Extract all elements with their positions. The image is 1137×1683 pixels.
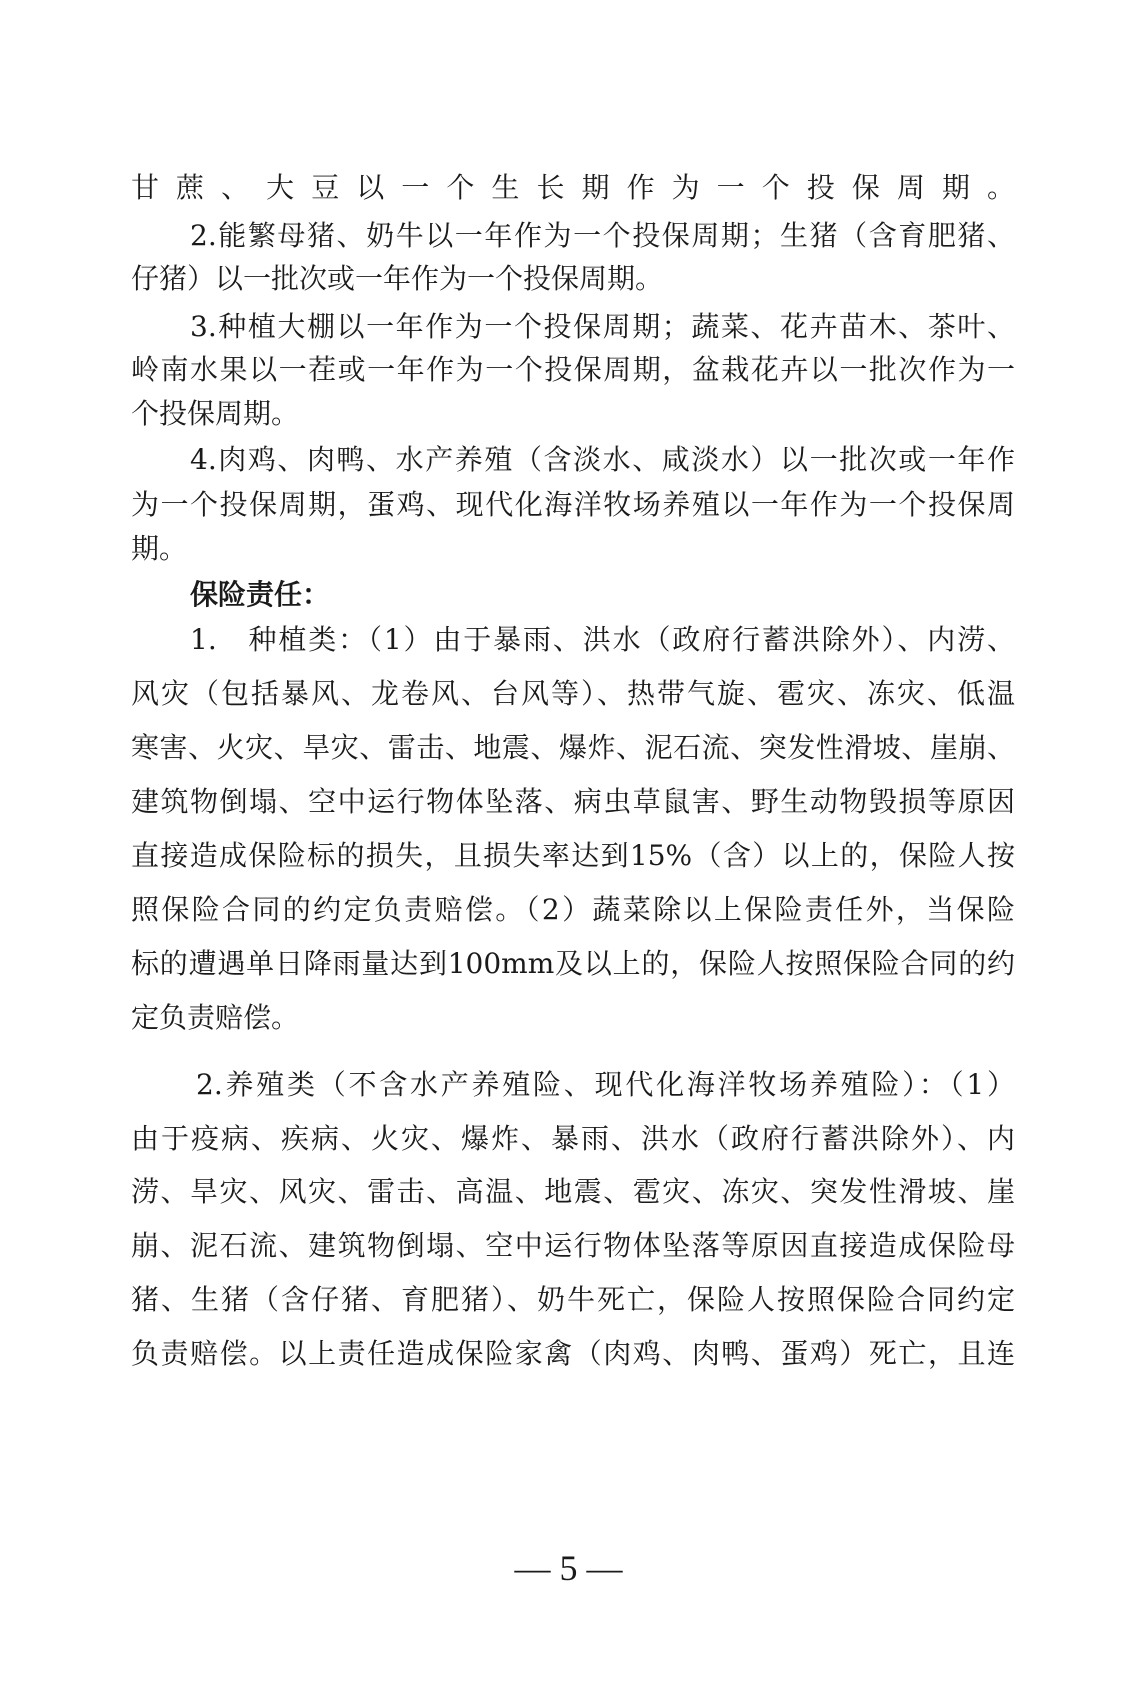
text-line: 个投保周期。 [131, 397, 300, 430]
text-line: 4.肉鸡、肉鸭、水产养殖（含淡水、咸淡水）以一批次或一年作 [190, 443, 1015, 476]
text-line: 猪、生猪（含仔猪、育肥猪）、奶牛死亡，保险人按照保险合同约定 [131, 1283, 1015, 1316]
text-line: 3.种植大棚以一年作为一个投保周期；蔬菜、花卉苗木、茶叶、 [190, 310, 1015, 343]
text-line: 2.能繁母猪、奶牛以一年作为一个投保周期；生猪（含育肥猪、 [190, 219, 1015, 252]
text-line: 寒害、火灾、旱灾、雷击、地震、爆炸、泥石流、突发性滑坡、崖崩、 [131, 731, 1015, 764]
text-line: 负责赔偿。以上责任造成保险家禽（肉鸡、肉鸭、蛋鸡）死亡，且连 [131, 1337, 1015, 1370]
text-line: 建筑物倒塌、空中运行物体坠落、病虫草鼠害、野生动物毁损等原因 [131, 785, 1015, 818]
text-line: 直接造成保险标的损失，且损失率达到15%（含）以上的，保险人按 [131, 839, 1015, 872]
text-line: 仔猪）以一批次或一年作为一个投保周期。 [131, 262, 664, 295]
text-line: 风灾（包括暴风、龙卷风、台风等）、热带气旋、雹灾、冻灾、低温 [131, 677, 1015, 710]
text-line: 由于疫病、疾病、火灾、爆炸、暴雨、洪水（政府行蓄洪除外）、内 [131, 1122, 1015, 1155]
text-line: 定负责赔偿。 [131, 1001, 300, 1034]
text-line: 照保险合同的约定负责赔偿。（2）蔬菜除以上保险责任外，当保险 [131, 893, 1015, 926]
text-line: 涝、旱灾、风灾、雷击、高温、地震、雹灾、冻灾、突发性滑坡、崖 [131, 1175, 1015, 1208]
text-line: 标的遭遇单日降雨量达到100mm及以上的，保险人按照保险合同的约 [131, 947, 1015, 980]
section-heading: 保险责任： [190, 578, 331, 611]
text-line: 甘蔗、大豆以一个生长期作为一个投保周期。 [131, 171, 1015, 204]
text-line: 岭南水果以一茬或一年作为一个投保周期，盆栽花卉以一批次作为一 [131, 353, 1015, 386]
text-line: 崩、泥石流、建筑物倒塌、空中运行物体坠落等原因直接造成保险母 [131, 1229, 1015, 1262]
text-line: 1. 种植类：（1）由于暴雨、洪水（政府行蓄洪除外）、内涝、 [190, 623, 1015, 656]
text-line: 期。 [131, 532, 188, 565]
page-number: — 5 — [514, 1548, 623, 1588]
text-line: 2.养殖类（不含水产养殖险、现代化海洋牧场养殖险）：（1） [196, 1068, 1015, 1101]
text-line: 为一个投保周期，蛋鸡、现代化海洋牧场养殖以一年作为一个投保周 [131, 488, 1015, 521]
